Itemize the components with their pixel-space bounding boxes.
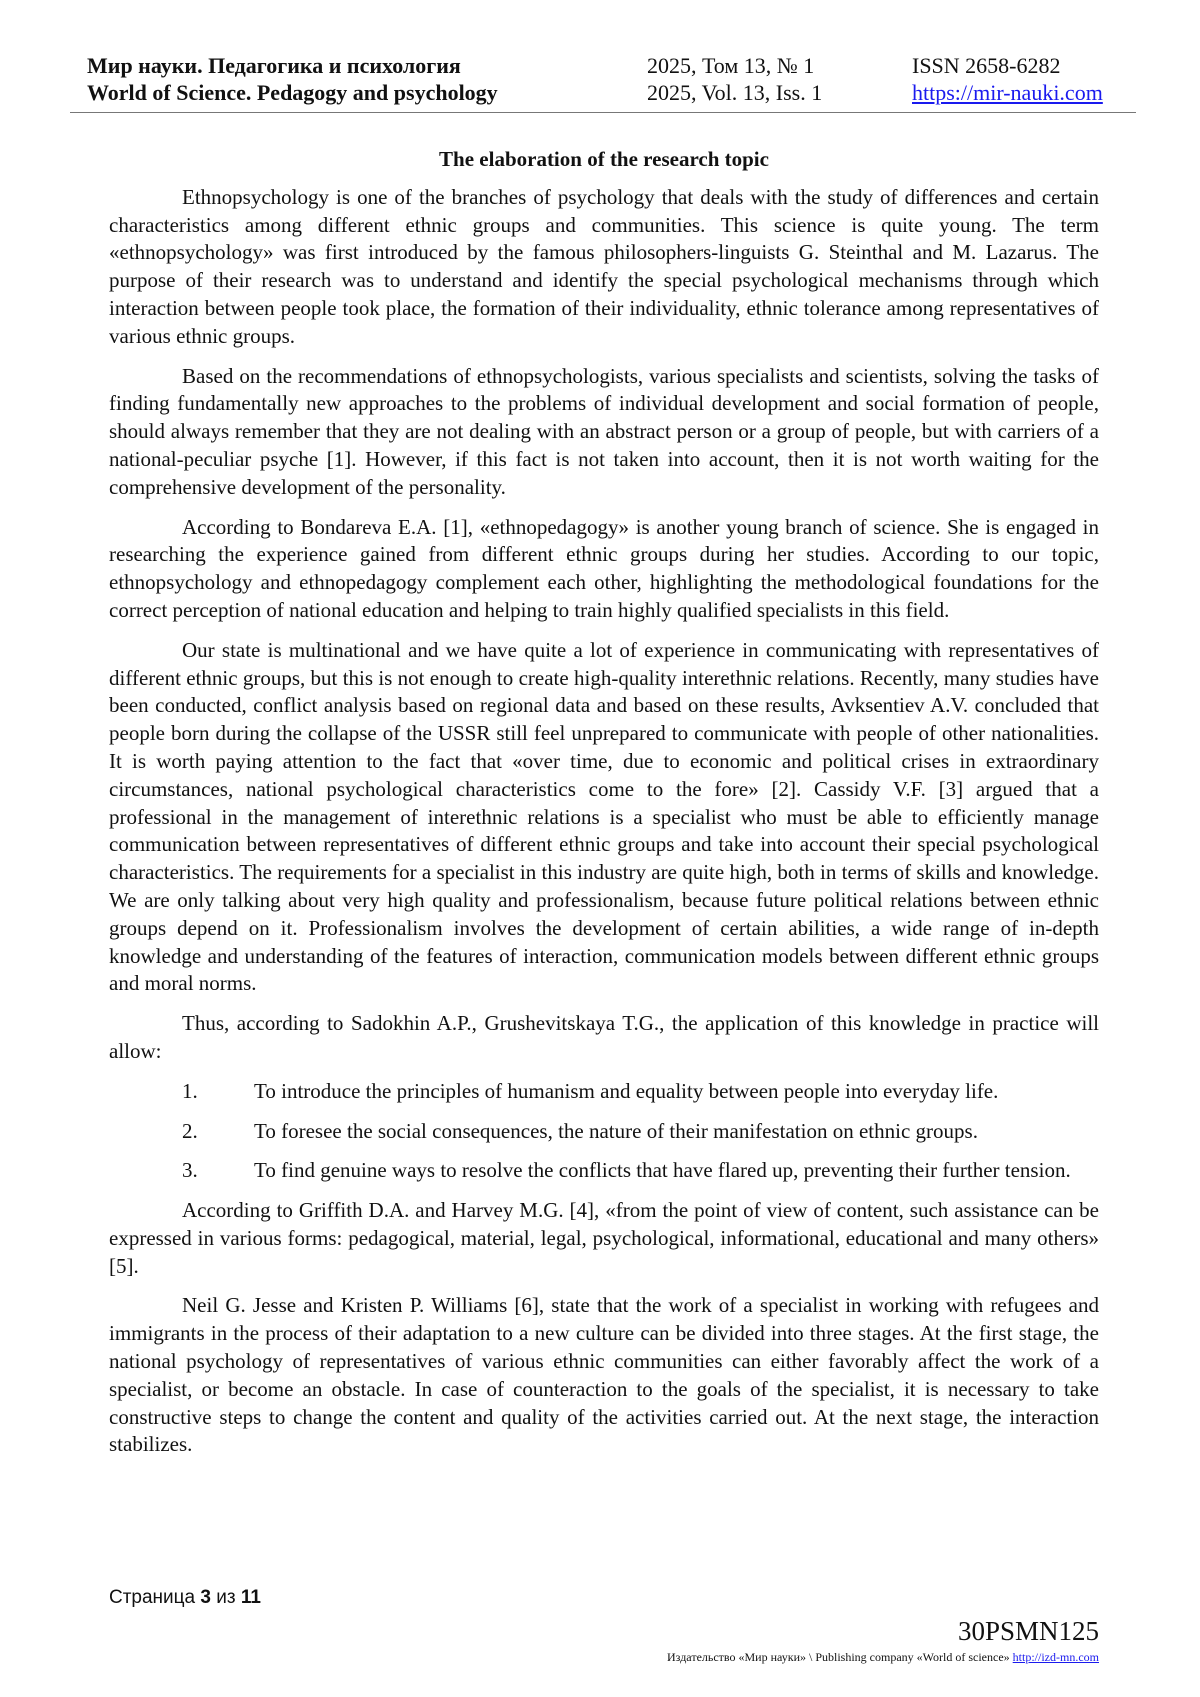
paragraph: According to Griffith D.A. and Harvey M.G. [4], «from the point of view of content, such assistance can be expressed in various forms: pedagogical, material, legal, psychological, informational, educational and many others» [5]. <box>109 1198 1099 1278</box>
page-total: 11 <box>240 1587 261 1608</box>
issn: ISSN 2658-6282 <box>912 53 1061 78</box>
publisher-url-link[interactable]: http://izd-mn.com <box>1012 1650 1099 1664</box>
list-text: To introduce the principles of humanism and equality between people into everyday life. <box>254 1078 999 1103</box>
list-text: To foresee the social consequences, the nature of their manifestation on ethnic groups. <box>254 1118 978 1143</box>
publisher-line <box>667 1650 1099 1665</box>
issue-en: 2025, Vol. 13, Iss. 1 <box>647 80 823 105</box>
header-divider <box>70 112 1136 113</box>
list-number: 3. <box>182 1158 198 1183</box>
paragraph: According to Bondareva E.A. [1], «ethnopedagogy» is another young branch of science. She is engaged in researching the experience gained from different ethnic groups during her studies. According to our topic, ethnopsychology and ethnopedagogy complement each other, highlighting the methodological foundations for the correct perception of national education and helping to train highly qualified specialists in this field. <box>109 514 1099 622</box>
page-number <box>109 1587 261 1609</box>
section-title: The elaboration of the research topic <box>439 147 769 171</box>
list-item <box>109 1157 1099 1185</box>
article-code: 30PSMN125 <box>957 1616 1099 1646</box>
paragraph: Thus, according to Sadokhin A.P., Grushevitskaya T.G., the application of this knowledge in practice will allow: <box>109 1011 1099 1063</box>
list-item <box>109 1078 1099 1106</box>
page-of: из <box>216 1587 236 1608</box>
journal-name-en: World of Science. Pedagogy and psychology <box>87 80 498 105</box>
list-text: To find genuine ways to resolve the conflicts that have flared up, preventing their further tension. <box>254 1158 1071 1183</box>
publisher-name: Издательство «Мир науки» \ Publishing company «World of science» <box>667 1650 1010 1664</box>
paragraph: Our state is multinational and we have quite a lot of experience in communicating with representatives of different ethnic groups, but this is not enough to create high-quality interethnic relations. Recently, many studies have been conducted, conflict analysis based on regional data and based on these results, Avksentiev A.V. concluded that people born during the collapse of the USSR still feel unprepared to communicate with people of other nationalities. It is worth paying attention to the fact that «over time, due to economic and political crises in extraordinary circumstances, national psychological characteristics come to the fore» [2]. Cassidy V.F. [3] argued that a professional in the management of interethnic relations is a specialist who must be able to efficiently manage communication between representatives of different ethnic groups and take into account their special psychological characteristics. The requirements for a specialist in this industry are quite high, both in terms of skills and knowledge. We are only talking about very high quality and professionalism, because future political relations between ethnic groups depend on it. Professionalism involves the development of certain abilities, a wide range of in-depth knowledge and understanding of the features of interaction, communication models between different ethnic groups and moral norms. <box>109 637 1099 996</box>
paragraph: Ethnopsychology is one of the branches of psychology that deals with the study of differences and certain characteristics among different ethnic groups and communities. This science is quite young. The term «ethnopsychology» was first introduced by the famous philosophers-linguists G. Steinthal and M. Lazarus. The purpose of their research was to understand and identify the special psychological mechanisms through which interaction between people took place, the formation of their individuality, ethnic tolerance among representatives of various ethnic groups. <box>109 184 1099 348</box>
paragraph: Based on the recommendations of ethnopsychologists, various specialists and scientists, solving the tasks of finding fundamentally new approaches to the problems of individual development and social formation of people, should always remember that they are not dealing with an abstract person or a group of people, but with carriers of a national-peculiar psyche [1]. However, if this fact is not taken into account, then it is not worth waiting for the comprehensive development of the personality. <box>109 363 1099 499</box>
list-number: 2. <box>182 1118 198 1143</box>
issue-ru: 2025, Том 13, № 1 <box>647 53 815 78</box>
paragraph: Neil G. Jesse and Kristen P. Williams [6], state that the work of a specialist in working with refugees and immigrants in the process of their adaptation to a new culture can be divided into three stages. At the first stage, the national psychology of representatives of various ethnic communities can either favorably affect the work of a specialist, or become an obstacle. In case of counteraction to the goals of the specialist, it is necessary to take constructive steps to change the content and quality of the activities carried out. At the next stage, the interaction stabilizes. <box>109 1293 1099 1457</box>
numbered-list <box>109 1078 1099 1185</box>
article-body <box>109 146 1099 1471</box>
list-item <box>109 1118 1099 1146</box>
list-number: 1. <box>182 1078 198 1103</box>
page-label: Страница <box>109 1587 196 1608</box>
page-current: 3 <box>200 1587 211 1608</box>
journal-url-link[interactable]: https://mir-nauki.com <box>912 80 1103 105</box>
journal-name-ru: Мир науки. Педагогика и психология <box>87 53 461 78</box>
